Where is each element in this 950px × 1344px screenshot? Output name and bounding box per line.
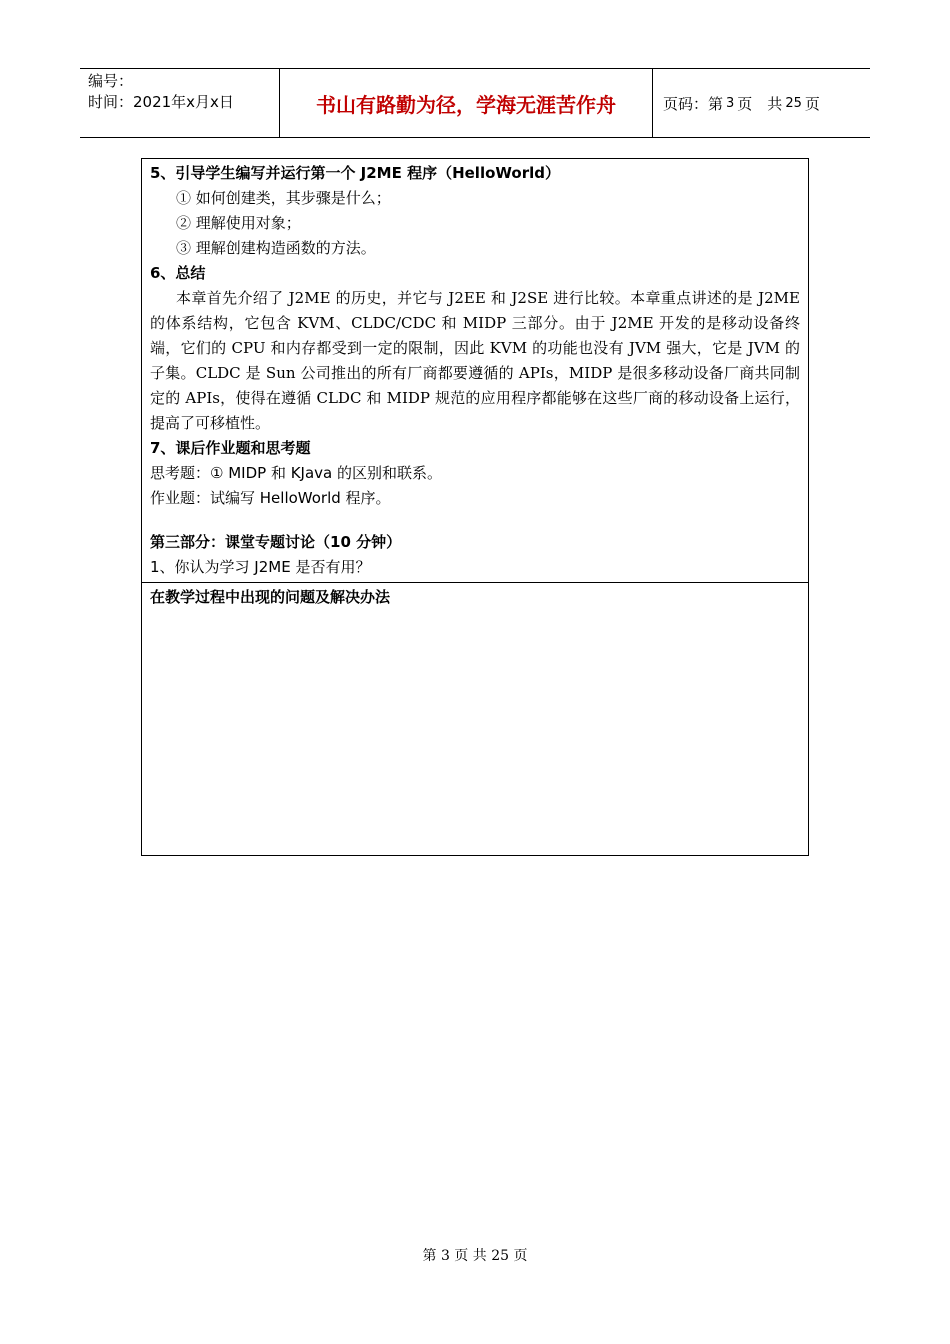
problems-section bbox=[142, 583, 808, 610]
page-total: 25 bbox=[785, 95, 802, 111]
section-5-title: 5、引导学生编写并运行第一个 J2ME 程序（HelloWorld） bbox=[150, 164, 560, 182]
section-7-homework: 作业题：试编写 HelloWorld 程序。 bbox=[150, 489, 391, 507]
page-current: 3 bbox=[726, 95, 735, 111]
page-prefix: 页码：第 bbox=[663, 94, 724, 113]
time-label: 时间：2021年x月x日 bbox=[88, 93, 234, 111]
section-5-item: ③ 理解创建构造函数的方法。 bbox=[176, 239, 376, 257]
section-7-title: 7、课后作业题和思考题 bbox=[150, 439, 311, 457]
section-5-item: ② 理解使用对象； bbox=[176, 214, 301, 232]
lesson-content-box bbox=[141, 158, 809, 856]
header-meta bbox=[80, 69, 280, 137]
header-table bbox=[80, 68, 870, 138]
page-suffix: 页 bbox=[804, 94, 820, 113]
lesson-steps-section bbox=[142, 159, 808, 583]
section-6-title: 6、总结 bbox=[150, 264, 206, 282]
section-7-thinking-question: 思考题：① MIDP 和 KJava 的区别和联系。 bbox=[150, 464, 443, 482]
part-3-title: 第三部分：课堂专题讨论（10 分钟） bbox=[150, 533, 402, 551]
section-5-item: ① 如何创建类，其步骤是什么； bbox=[176, 189, 391, 207]
number-label: 编号： bbox=[88, 72, 134, 90]
spacer bbox=[150, 511, 800, 530]
part-3-item: 1、你认为学习 J2ME 是否有用？ bbox=[150, 558, 371, 576]
page-mid: 页 共 bbox=[737, 94, 783, 113]
problems-title: 在教学过程中出现的问题及解决办法 bbox=[150, 588, 391, 606]
section-6-summary: 本章首先介绍了 J2ME 的历史，并它与 J2EE 和 J2SE 进行比较。本章重点讲述的是 J2ME 的体系结构，它包含 KVM、CLDC/CDC 和 MIDP 三部分。由于 J2ME 开发的是移动设备终端，它们的 CPU 和内存都受到一定的限制，因此 KVM 的功能也没有 JVM 强大，它是 JVM 的子集。CLDC 是 Sun 公司推出的所有厂商都要遵循的 APIs，MIDP 是很多移动设备厂商共同制定的 APIs，使得在遵循 CLDC 和 MIDP 规范的应用程序都能够在这些厂商的移动设备上运行，提高了可移植性。 bbox=[150, 289, 800, 432]
header-motto: 书山有路勤为径，学海无涯苦作舟 bbox=[280, 69, 653, 137]
header-page-info bbox=[653, 69, 870, 137]
page-footer: 第 3 页 共 25 页 bbox=[422, 1248, 528, 1264]
